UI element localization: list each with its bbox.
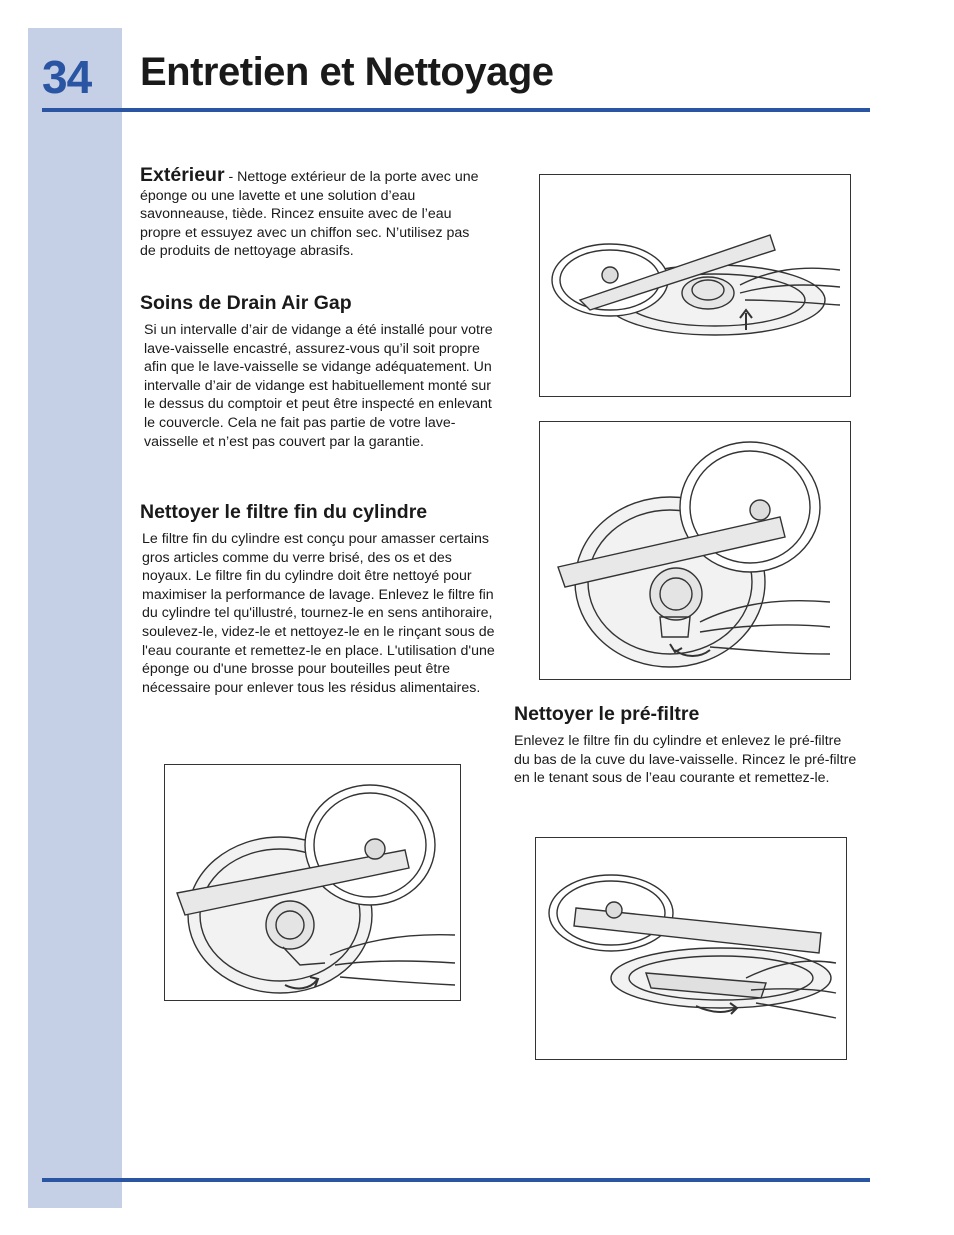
- filtre-fin-heading: Nettoyer le filtre fin du cylindre: [140, 501, 428, 523]
- side-band: [28, 28, 122, 1208]
- filter-lift-icon: [165, 765, 460, 1000]
- illustration-cylinder-filter-lift: [164, 764, 461, 1001]
- cylinder-filter-icon: [540, 422, 850, 679]
- exterieur-heading: Extérieur: [140, 164, 225, 186]
- page-number: 34: [42, 51, 92, 103]
- pre-filtre-body: Enlevez le filtre fin du cylindre et enlevez le pré-filtre du bas de la cuve du lave-vaisselle. Rincez le pré-filtre en le tenant sous de l’eau courante et remettez-le.: [514, 733, 857, 787]
- section-pre-filtre: [514, 703, 858, 788]
- header-rule: [42, 108, 870, 112]
- filtre-fin-body: Le filtre fin du cylindre est conçu pour amasser certains gros articles comme du verre brisé, des os et des noyaux. Le filtre fin du cylindre doit être nettoyé pour maximiser la performance de lavage. Enlevez le filtre fin du cylindre tel qu'illustré, tournez-le en sens antihoraire, soulevez-le, videz-le et nettoyez-le en le rinçant sous de l'eau courante et remettez-le en place. L'utilisation d'une éponge ou d'une brosse pour bouteilles peut être nécessaire pour enlever tous les résidus alimentaires.: [142, 531, 495, 696]
- section-filtre-fin: [140, 501, 500, 697]
- drain-air-gap-body: Si un intervalle d’air de vidange a été installé pour votre lave-vaisselle encastré, assurez-vous qu’il soit propre afin que le lave-vaisselle se vidange adéquatement. Un intervalle d’air de vidange est habituellement monté sur le dessus du comptoir et peut être inspecté en enlevant le couvercle. Cela ne fait pas partie de votre lave-vaisselle et n’est pas couvert par la garantie.: [144, 322, 493, 450]
- dishwasher-spray-arm-icon: [540, 175, 850, 396]
- drain-air-gap-heading: Soins de Drain Air Gap: [140, 292, 352, 314]
- illustration-cylinder-filter-rotate: [539, 421, 851, 680]
- pre-filter-icon: [536, 838, 846, 1059]
- exterieur-body: - Nettoge extérieur de la porte avec une éponge ou une lavette et une solution d’eau savonneause, tiède. Rincez ensuite avec de l’eau propre et essuyez avec un chiffon sec. N’utilisez pas de produits de nettoyage abrasifs.: [140, 169, 479, 260]
- pre-filtre-heading: Nettoyer le pré-filtre: [514, 703, 700, 725]
- footer-rule: [42, 1178, 870, 1182]
- section-exterieur: [140, 166, 488, 261]
- illustration-pre-filter-removal: [535, 837, 847, 1060]
- section-drain-air-gap: [140, 292, 496, 451]
- illustration-spray-arm-removal: [539, 174, 851, 397]
- page-title: Entretien et Nettoyage: [140, 50, 554, 94]
